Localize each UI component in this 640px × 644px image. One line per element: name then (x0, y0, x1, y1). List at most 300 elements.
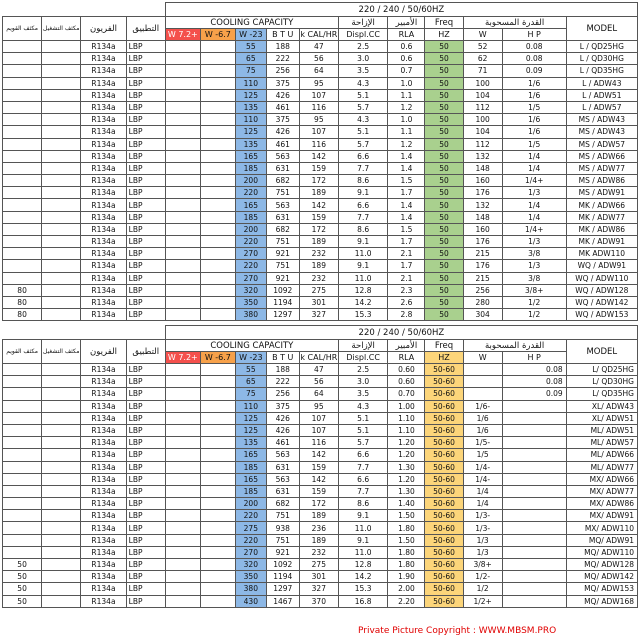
btu-cell: 921 (266, 546, 299, 558)
hp-cell (502, 473, 566, 485)
w72-cell (165, 424, 200, 436)
w23-cell: 220 (235, 534, 266, 546)
watt-cell: 132 (463, 199, 502, 211)
displacement-cell: 3.5 (338, 65, 387, 77)
hz-cell: 50-60 (425, 388, 463, 400)
kcal-cell: 107 (299, 89, 338, 101)
rla-cell: 1.10 (388, 424, 425, 436)
run-capacitor-cell (42, 559, 81, 571)
btu-header: B T U (266, 29, 299, 41)
w72-cell (165, 101, 200, 113)
kcal-cell: 47 (299, 41, 338, 53)
w67-cell (200, 498, 235, 510)
w72-cell (165, 260, 200, 272)
run-capacitor-cell (42, 236, 81, 248)
model-cell: MK / ADW66 (566, 199, 637, 211)
run-capacitor-cell (42, 309, 81, 321)
btu-cell: 1194 (266, 571, 299, 583)
capacitor-cell: 80 (3, 284, 42, 296)
displacement-cell: 7.7 (338, 211, 387, 223)
displacement-cell: 7.7 (338, 461, 387, 473)
table-row (3, 150, 638, 162)
capacitor-cell: 50 (3, 559, 42, 571)
watt-cell: 1/3 (463, 546, 502, 558)
table-row (3, 559, 638, 571)
model-cell: MS / ADW86 (566, 175, 637, 187)
rla-cell: 2.8 (388, 309, 425, 321)
hz-cell: 50 (425, 101, 463, 113)
hp-cell: 1/4 (502, 211, 566, 223)
kcal-cell: 107 (299, 424, 338, 436)
refrigerant-cell: R134a (81, 126, 126, 138)
watt-cell: 1/4 (463, 498, 502, 510)
model-cell: L/ QD35HG (566, 388, 637, 400)
w67-cell (200, 162, 235, 174)
watt-cell: 215 (463, 272, 502, 284)
w23-cell: 320 (235, 284, 266, 296)
model-cell: ML/ ADW57 (566, 437, 637, 449)
model-cell: MS / ADW43 (566, 126, 637, 138)
btu-cell: 461 (266, 101, 299, 113)
hp-cell: 1/4 (502, 150, 566, 162)
rla-cell: 1.20 (388, 437, 425, 449)
rla-cell: 2.1 (388, 272, 425, 284)
displacement-cell: 5.7 (338, 138, 387, 150)
w72-cell (165, 449, 200, 461)
w23-cell: 430 (235, 595, 266, 607)
refrigerant-cell: R134a (81, 41, 126, 53)
run-capacitor-cell (42, 498, 81, 510)
hz-cell: 50 (425, 138, 463, 150)
displacement-cell: 11.0 (338, 546, 387, 558)
run-capacitor-header: مكثف التشغيل (42, 340, 81, 364)
hp-cell: 0.08 (502, 53, 566, 65)
run-capacitor-cell (42, 114, 81, 126)
rla-cell: 0.7 (388, 65, 425, 77)
w23-cell: 165 (235, 150, 266, 162)
w23-cell: 135 (235, 437, 266, 449)
model-cell: MQ/ ADW110 (566, 546, 637, 558)
w72-cell (165, 485, 200, 497)
displacement-cell: 9.1 (338, 187, 387, 199)
displacement-cell: 9.1 (338, 260, 387, 272)
hp-cell (502, 546, 566, 558)
watt-cell: 176 (463, 260, 502, 272)
watt-cell: 1/4- (463, 473, 502, 485)
w67-cell (200, 473, 235, 485)
btu-cell: 426 (266, 89, 299, 101)
refrigerant-cell: R134a (81, 162, 126, 174)
capacitor-cell (3, 114, 42, 126)
model-header: MODEL (566, 340, 637, 364)
hp-cell (502, 424, 566, 436)
table-row (3, 522, 638, 534)
displacement-cell: 5.7 (338, 101, 387, 113)
model-cell: MS / ADW66 (566, 150, 637, 162)
run-capacitor-cell (42, 437, 81, 449)
capacitor-cell: 80 (3, 309, 42, 321)
model-cell: ML/ ADW77 (566, 461, 637, 473)
application-cell: LBP (126, 424, 165, 436)
refrigerant-cell: R134a (81, 571, 126, 583)
table-row (3, 260, 638, 272)
table-row (3, 388, 638, 400)
hp-cell (502, 559, 566, 571)
w67-cell (200, 400, 235, 412)
run-capacitor-cell (42, 461, 81, 473)
watt-cell: 1/2 (463, 583, 502, 595)
capacitor-cell (3, 473, 42, 485)
application-cell: LBP (126, 53, 165, 65)
hz-cell: 50 (425, 211, 463, 223)
hz-cell: 50-60 (425, 534, 463, 546)
table-row (3, 461, 638, 473)
rla-cell: 1.2 (388, 101, 425, 113)
hz-cell: 50 (425, 77, 463, 89)
hz-cell: 50 (425, 187, 463, 199)
application-cell: LBP (126, 510, 165, 522)
refrigerant-cell: R134a (81, 449, 126, 461)
kcal-cell: 116 (299, 437, 338, 449)
refrigerant-cell: R134a (81, 400, 126, 412)
w23-cell: 220 (235, 510, 266, 522)
refrigerant-cell: R134a (81, 211, 126, 223)
refrigerant-cell: R134a (81, 89, 126, 101)
kcal-cell: 56 (299, 376, 338, 388)
w67-cell (200, 364, 235, 376)
capacitor-cell (3, 364, 42, 376)
table-row (3, 77, 638, 89)
rla-cell: 2.3 (388, 284, 425, 296)
kcal-cell: 172 (299, 175, 338, 187)
table-row (3, 248, 638, 260)
displacement-cell: 4.3 (338, 114, 387, 126)
refrigerant-cell: R134a (81, 65, 126, 77)
watt-cell: 160 (463, 223, 502, 235)
watt-cell (463, 388, 502, 400)
freq-header: Freq (425, 17, 463, 29)
rla-cell: 1.50 (388, 534, 425, 546)
hp-cell: 1/4+ (502, 175, 566, 187)
hz-cell: 50-60 (425, 473, 463, 485)
btu-cell: 1092 (266, 559, 299, 571)
kcal-cell: 189 (299, 236, 338, 248)
table-row (3, 498, 638, 510)
w67-cell (200, 534, 235, 546)
w72-cell (165, 248, 200, 260)
kcal-cell: 142 (299, 199, 338, 211)
application-cell: LBP (126, 77, 165, 89)
w23-cell: 75 (235, 388, 266, 400)
displacement-cell: 6.6 (338, 150, 387, 162)
btu-cell: 188 (266, 364, 299, 376)
w72-cell (165, 162, 200, 174)
application-cell: LBP (126, 559, 165, 571)
w23-cell: 380 (235, 309, 266, 321)
w72-cell (165, 114, 200, 126)
capacitor-cell (3, 437, 42, 449)
table-row (3, 595, 638, 607)
btu-cell: 938 (266, 522, 299, 534)
run-capacitor-cell (42, 595, 81, 607)
hz-cell: 50 (425, 53, 463, 65)
hp-cell (502, 437, 566, 449)
table-row (3, 53, 638, 65)
hp-cell: 1/4 (502, 162, 566, 174)
refrigerant-cell: R134a (81, 199, 126, 211)
watt-cell (463, 364, 502, 376)
model-cell: WQ / ADW128 (566, 284, 637, 296)
w67-cell (200, 65, 235, 77)
w67-cell (200, 248, 235, 260)
application-cell: LBP (126, 138, 165, 150)
hp-cell (502, 571, 566, 583)
displacement-cell: 11.0 (338, 522, 387, 534)
run-capacitor-cell (42, 485, 81, 497)
kcal-header: k CAL/HR (300, 353, 338, 362)
watt-cell: 112 (463, 138, 502, 150)
btu-cell: 751 (266, 510, 299, 522)
rla-cell: 1.90 (388, 571, 425, 583)
refrigerant-cell: R134a (81, 510, 126, 522)
table-row (3, 296, 638, 308)
w67-cell (200, 522, 235, 534)
hz-cell: 50-60 (425, 376, 463, 388)
w67-cell (200, 138, 235, 150)
watt-cell (463, 376, 502, 388)
application-cell: LBP (126, 583, 165, 595)
rla-cell: 1.2 (388, 138, 425, 150)
w23-cell: 135 (235, 138, 266, 150)
model-header: MODEL (566, 17, 637, 41)
model-cell: MQ/ ADW153 (566, 583, 637, 595)
run-capacitor-cell (42, 77, 81, 89)
run-capacitor-cell (42, 376, 81, 388)
kcal-cell: 107 (299, 412, 338, 424)
watt-cell: 148 (463, 162, 502, 174)
model-cell: MQ/ ADW168 (566, 595, 637, 607)
run-capacitor-cell (42, 424, 81, 436)
rla-cell: 2.6 (388, 296, 425, 308)
w67-cell (200, 546, 235, 558)
rla-cell: 1.50 (388, 510, 425, 522)
hp-cell: 0.09 (502, 65, 566, 77)
rla-cell: 1.1 (388, 126, 425, 138)
application-cell: LBP (126, 461, 165, 473)
cooling-capacity-header: COOLING CAPACITY (165, 340, 338, 352)
displacement-cell: 3.0 (338, 376, 387, 388)
rla-header: RLA (388, 29, 425, 41)
kcal-cell: 189 (299, 260, 338, 272)
hz-cell: 50-60 (425, 485, 463, 497)
hp-cell (502, 461, 566, 473)
application-cell: LBP (126, 296, 165, 308)
w23-cell: 165 (235, 449, 266, 461)
refrigerant-cell: R134a (81, 101, 126, 113)
capacitor-cell (3, 412, 42, 424)
refrigerant-cell: R134a (81, 272, 126, 284)
w72-cell (165, 211, 200, 223)
w72-cell (165, 571, 200, 583)
w23-cell: 220 (235, 260, 266, 272)
kcal-cell: 159 (299, 485, 338, 497)
table-row (3, 437, 638, 449)
btu-cell: 426 (266, 424, 299, 436)
table-row (3, 199, 638, 211)
kcal-cell: 172 (299, 223, 338, 235)
rla-cell: 1.00 (388, 400, 425, 412)
run-capacitor-cell (42, 223, 81, 235)
w72-cell (165, 41, 200, 53)
table-row (3, 364, 638, 376)
hz-cell: 50 (425, 296, 463, 308)
hz-cell: 50 (425, 260, 463, 272)
watt-cell: 1/3- (463, 522, 502, 534)
table-row (3, 101, 638, 113)
refrigerant-cell: R134a (81, 376, 126, 388)
displacement-cell: 16.8 (338, 595, 387, 607)
hz-cell: 50 (425, 175, 463, 187)
hz-cell: 50-60 (425, 449, 463, 461)
kcal-cell: 172 (299, 498, 338, 510)
w72-cell (165, 53, 200, 65)
watt-cell: 104 (463, 89, 502, 101)
run-capacitor-cell (42, 296, 81, 308)
application-cell: LBP (126, 473, 165, 485)
capacitor-cell (3, 248, 42, 260)
w72-cell (165, 187, 200, 199)
table-row (3, 473, 638, 485)
w72-cell (165, 376, 200, 388)
rla-cell: 0.6 (388, 53, 425, 65)
application-cell: LBP (126, 364, 165, 376)
table-row (3, 211, 638, 223)
application-cell: LBP (126, 150, 165, 162)
w72-header: W 7.2+ (165, 352, 200, 364)
model-cell: ML/ ADW51 (566, 424, 637, 436)
kcal-cell: 56 (299, 53, 338, 65)
capacitor-cell (3, 461, 42, 473)
btu-cell: 375 (266, 400, 299, 412)
capacitor-cell: 50 (3, 583, 42, 595)
displacement-cell: 6.6 (338, 449, 387, 461)
hp-cell: 1/2 (502, 296, 566, 308)
w67-cell (200, 571, 235, 583)
watt-cell: 1/4- (463, 461, 502, 473)
btu-cell: 188 (266, 41, 299, 53)
kcal-cell: 370 (299, 595, 338, 607)
kcal-cell: 301 (299, 296, 338, 308)
freq-header: Freq (425, 340, 463, 352)
hz-cell: 50 (425, 65, 463, 77)
btu-cell: 461 (266, 437, 299, 449)
refrigerant-cell: R134a (81, 296, 126, 308)
displacement-header: Displ.CC (338, 352, 387, 364)
w72-cell (165, 126, 200, 138)
w67-cell (200, 388, 235, 400)
w72-cell (165, 236, 200, 248)
w23-cell: 220 (235, 236, 266, 248)
table-row (3, 412, 638, 424)
w72-cell (165, 510, 200, 522)
w72-cell (165, 546, 200, 558)
capacitor-header: مكثف القويم (3, 340, 42, 364)
table-row (3, 126, 638, 138)
table-row (3, 400, 638, 412)
w72-cell (165, 284, 200, 296)
refrigerant-cell: R134a (81, 187, 126, 199)
run-capacitor-cell (42, 248, 81, 260)
capacitor-cell (3, 138, 42, 150)
displacement-cell: 6.6 (338, 199, 387, 211)
w23-cell: 110 (235, 400, 266, 412)
btu-cell: 631 (266, 485, 299, 497)
rla-cell: 1.40 (388, 498, 425, 510)
application-cell: LBP (126, 126, 165, 138)
application-cell: LBP (126, 89, 165, 101)
hz-cell: 50-60 (425, 461, 463, 473)
hz-cell: 50 (425, 284, 463, 296)
run-capacitor-cell (42, 89, 81, 101)
watt-cell: 1/3 (463, 534, 502, 546)
application-cell: LBP (126, 449, 165, 461)
run-capacitor-cell (42, 150, 81, 162)
hz-cell: 50-60 (425, 510, 463, 522)
hz-cell: 50-60 (425, 400, 463, 412)
application-header: التطبيق (126, 17, 165, 41)
kcal-cell: 107 (299, 126, 338, 138)
w23-cell: 350 (235, 571, 266, 583)
displacement-cell: 9.1 (338, 510, 387, 522)
w23-cell: 165 (235, 199, 266, 211)
refrigerant-cell: R134a (81, 388, 126, 400)
hp-cell: 1/3 (502, 260, 566, 272)
w67-cell (200, 284, 235, 296)
w67-cell (200, 187, 235, 199)
application-cell: LBP (126, 236, 165, 248)
model-cell: MQ/ ADW91 (566, 534, 637, 546)
hz-cell: 50 (425, 150, 463, 162)
rla-cell: 1.4 (388, 162, 425, 174)
hp-cell: 0.08 (502, 364, 566, 376)
hz-cell: 50-60 (425, 498, 463, 510)
capacitor-cell (3, 522, 42, 534)
table-row (3, 114, 638, 126)
w72-cell (165, 364, 200, 376)
model-cell: MQ/ ADW142 (566, 571, 637, 583)
model-cell: L / QD30HG (566, 53, 637, 65)
w72-cell (165, 595, 200, 607)
btu-cell: 921 (266, 248, 299, 260)
hp-cell (502, 510, 566, 522)
displacement-header: Displ.CC (338, 29, 387, 41)
w67-cell (200, 114, 235, 126)
w67-cell (200, 296, 235, 308)
watt-cell: 280 (463, 296, 502, 308)
rla-cell: 1.0 (388, 114, 425, 126)
w23-cell: 125 (235, 412, 266, 424)
application-cell: LBP (126, 187, 165, 199)
model-cell: WQ / ADW110 (566, 272, 637, 284)
table-row (3, 449, 638, 461)
application-cell: LBP (126, 162, 165, 174)
w72-cell (165, 559, 200, 571)
run-capacitor-cell (42, 364, 81, 376)
w72-cell (165, 437, 200, 449)
application-cell: LBP (126, 388, 165, 400)
w23-cell: 110 (235, 77, 266, 89)
refrigerant-cell: R134a (81, 138, 126, 150)
